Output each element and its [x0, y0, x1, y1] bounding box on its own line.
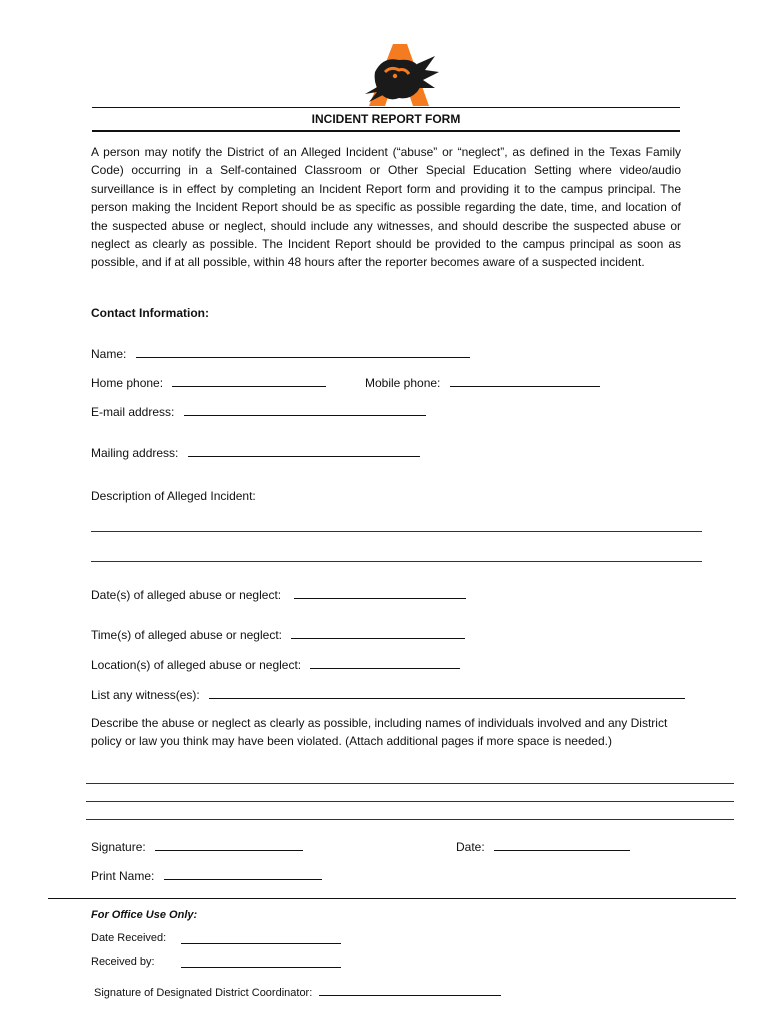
office-divider [48, 898, 736, 899]
name-label: Name: [91, 347, 127, 361]
witness-field[interactable] [209, 686, 685, 699]
print-name-label: Print Name: [91, 869, 155, 883]
locations-row [91, 656, 460, 674]
description-line-1[interactable] [91, 531, 702, 532]
coordinator-signature-field[interactable] [319, 985, 501, 996]
home-phone-row [91, 374, 326, 392]
name-field[interactable] [136, 345, 470, 358]
mailing-row [91, 444, 420, 462]
witness-row [91, 686, 685, 704]
intro-paragraph: A person may notify the District of an Alleged Incident (“abuse” or “neglect”, as defined in the Texas Family Code) occurring in a Self-contained Classroom or Other Special Education Setting where video/audio surveillance is in effect by completing an Incident Report form and providing it to the campus principal. The person making the Incident Report should be as specific as possible regarding the date, time, and location of the suspected abuse or neglect, should include any witnesses, and should describe the suspected abuse or neglect as clearly as possible. The Incident Report should be provided to the campus principal as soon as possible, and if at all possible, within 48 hours after the reporter becomes aware of a suspected incident. [91, 145, 681, 270]
title-bottom-rule [92, 130, 680, 132]
signature-row [91, 838, 303, 856]
description-label: Description of Alleged Incident: [91, 489, 256, 503]
contact-heading: Contact Information: [91, 306, 209, 320]
mobile-phone-field[interactable] [450, 374, 600, 387]
date-received-label: Date Received: [91, 932, 167, 944]
witness-label: List any witness(es): [91, 688, 200, 702]
office-heading: For Office Use Only: [91, 909, 198, 921]
print-name-field[interactable] [164, 867, 322, 880]
dates-label: Date(s) of alleged abuse or neglect: [91, 588, 282, 602]
describe-line-1[interactable] [86, 783, 734, 784]
mobile-phone-row [365, 374, 600, 392]
email-label: E-mail address: [91, 405, 175, 419]
date-received-field[interactable] [181, 932, 341, 944]
describe-instructions: Describe the abuse or neglect as clearly as possible, including names of individuals involved and any District policy or law you think may have been violated. (Attach additional pages if more space is needed.) [91, 716, 668, 749]
form-title: INCIDENT REPORT FORM [311, 112, 461, 126]
coordinator-row [94, 985, 501, 1001]
mailing-field[interactable] [188, 444, 420, 457]
coordinator-label: Signature of Designated District Coordinator: [94, 987, 313, 999]
date-label: Date: [456, 840, 485, 854]
email-row [91, 403, 426, 421]
dates-field[interactable] [294, 586, 466, 599]
describe-line-2[interactable] [86, 801, 734, 802]
home-phone-field[interactable] [172, 374, 326, 387]
describe-line-3[interactable] [86, 819, 734, 820]
email-field[interactable] [184, 403, 426, 416]
mailing-label: Mailing address: [91, 446, 179, 460]
date-row [456, 838, 630, 856]
received-by-label: Received by: [91, 956, 155, 968]
locations-field[interactable] [310, 656, 460, 669]
date-field[interactable] [494, 838, 630, 851]
mobile-phone-label: Mobile phone: [365, 376, 441, 390]
home-phone-label: Home phone: [91, 376, 164, 390]
times-row [91, 626, 465, 644]
locations-label: Location(s) of alleged abuse or neglect: [91, 658, 302, 672]
date-received-row [181, 931, 341, 949]
name-row [91, 345, 470, 363]
signature-field[interactable] [155, 838, 303, 851]
title-top-rule [92, 107, 680, 108]
times-field[interactable] [291, 626, 465, 639]
times-label: Time(s) of alleged abuse or neglect: [91, 628, 282, 642]
dates-row [91, 586, 466, 604]
district-logo-icon [355, 42, 441, 108]
received-by-field[interactable] [181, 956, 341, 968]
received-by-row [181, 955, 341, 973]
description-line-2[interactable] [91, 561, 702, 562]
print-name-row [91, 867, 322, 885]
signature-label: Signature: [91, 840, 146, 854]
